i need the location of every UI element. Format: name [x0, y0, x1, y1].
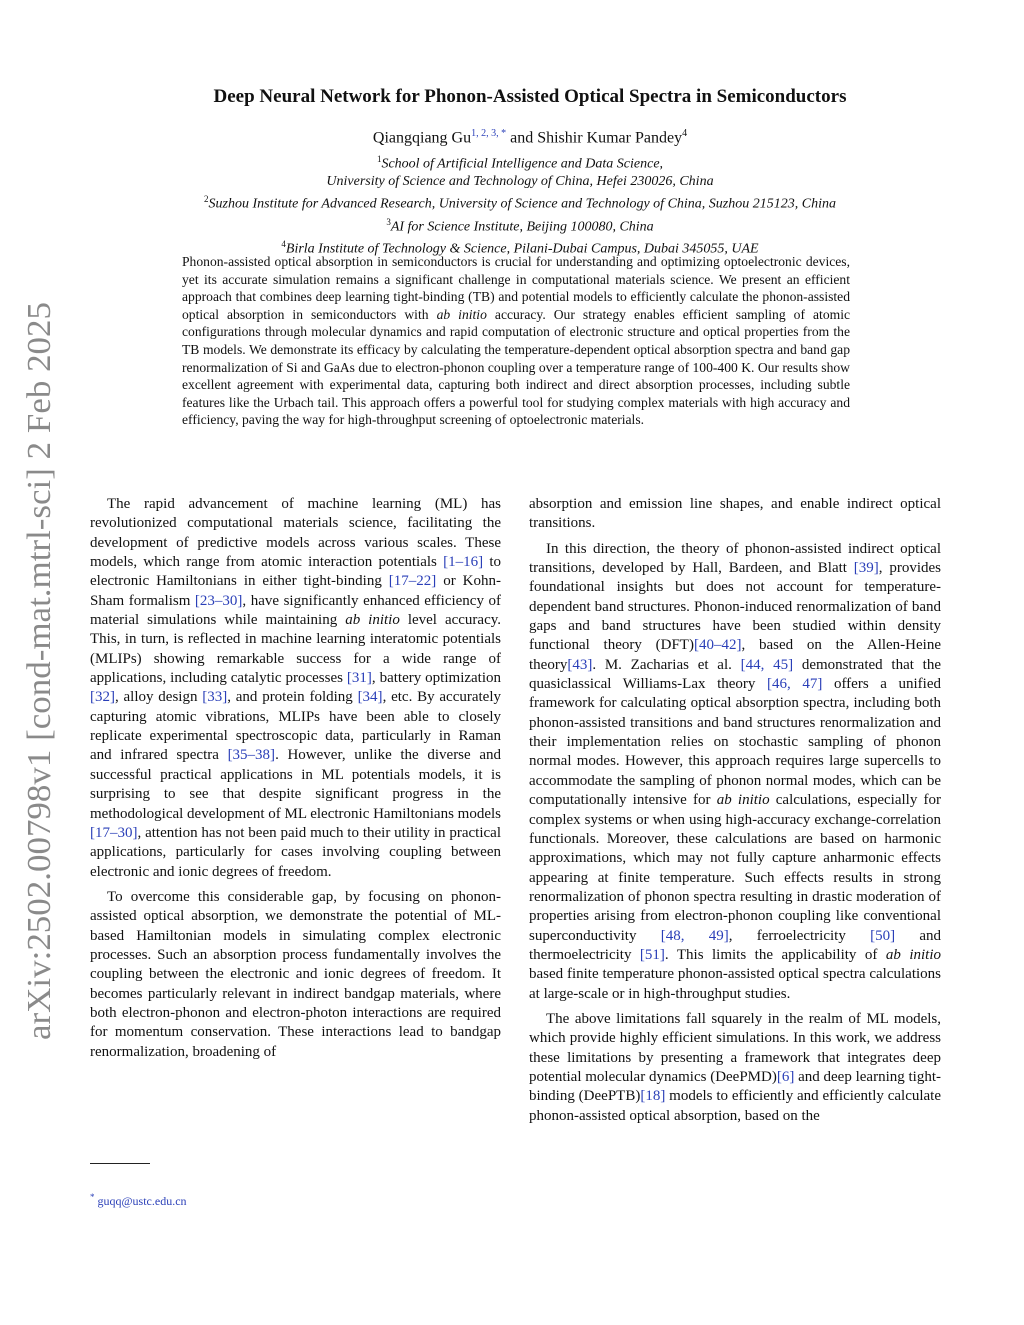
italic-text: ab initio	[885, 946, 941, 963]
text: based finite temperature phonon-assisted optical spectra calculations at large-scale or in high-throughput studies.	[529, 966, 941, 1002]
paragraph-continued: absorption and emission line shapes, and enable indirect optical transitions.	[529, 496, 941, 532]
text: models to efficiently and efficiently calculate phonon-assisted optical absorption, based on the	[529, 1088, 942, 1124]
affiliation-sup: 1	[376, 154, 382, 164]
abstract	[182, 253, 850, 429]
arxiv-side-stamp	[10, 300, 65, 1040]
body-left-column	[90, 495, 501, 1062]
corresponding-author-mark[interactable]: *	[501, 128, 507, 139]
citation-link[interactable]: [50]	[870, 927, 896, 944]
citation-link[interactable]: [17–22]	[388, 573, 437, 590]
footnote-rule	[90, 1163, 150, 1164]
text: , attention has not been paid much to their utility in practical applications, particularly for cases involving coupling between electronic and ionic degrees of freedom.	[90, 824, 501, 880]
affiliation-line	[80, 151, 960, 173]
affiliation-text: Birla Institute of Technology & Science, Pilani-Dubai Campus, Dubai 345055, UAE	[285, 241, 759, 257]
footnote-mark: *	[90, 1192, 95, 1202]
abstract-text: accuracy. Our strategy enables efficient sampling of atomic configurations through molecular dynamics and rapid computation of electronic structure and optical properties from the TB models. We demonstrate its efficacy by calculating the temperature-dependent optical absorption spectra and band gap renormalization of Si and GaAs due to electron-phonon coupling over a temperature range of 100-400 K. Our results show excellent agreement with experimental data, capturing both indirect and direct absorption processes, including subtle features like the Urbach tail. This approach offers a powerful tool for studying complex materials with high accuracy and efficiency, paving the way for high-throughput screening of optoelectronic materials.	[182, 306, 850, 428]
affiliation-text: Suzhou Institute for Advanced Research, University of Science and Technology of China, Suzhou 215123, China	[208, 196, 836, 212]
footnote	[90, 1192, 187, 1209]
affiliation-line	[80, 191, 960, 213]
affiliation-sup: 4	[281, 239, 286, 250]
author-name-1: Qiangqiang Gu	[372, 129, 472, 147]
author-1-affiliation-marks	[471, 128, 506, 139]
text: In this direction, the theory of phonon-assisted indirect optical transitions, developed by Hall, Bardeen, and Blatt	[529, 540, 941, 577]
text: . This limits the applicability of	[664, 946, 886, 963]
affiliation-text: University of Science and Technology of China, Hefei 230026, China	[326, 174, 714, 190]
author-1-sup[interactable]: 1, 2, 3,	[471, 128, 502, 139]
text: and deep learning tight-binding (DeePTB)	[529, 1068, 941, 1105]
affiliation-line	[80, 214, 960, 236]
text: level accuracy. This, in turn, is reflected in machine learning interatomic potentials (MLIPs) showing remarkable success for a wide range of applications, including catalytic processes	[90, 612, 502, 687]
citation-link[interactable]: [35–38]	[227, 747, 276, 764]
abstract-italic: ab initio	[436, 306, 487, 322]
text: demonstrated that the quasiclassical Williams-Lax theory	[529, 656, 941, 693]
text: to electronic Hamiltonians in either tight-binding	[90, 554, 501, 590]
paragraph	[529, 1010, 941, 1126]
author-line	[80, 128, 980, 147]
paragraph	[90, 495, 501, 882]
italic-text: ab initio	[716, 792, 770, 809]
citation-link[interactable]: [33]	[202, 689, 228, 706]
affiliation-text: AI for Science Institute, Beijing 100080, China	[390, 219, 654, 235]
citation-link[interactable]: [31]	[346, 670, 372, 687]
citation-link[interactable]: [18]	[640, 1088, 666, 1105]
text: offers a unified framework for calculating optical absorption spectra, including both phonon-assisted transitions and band structures renormalization and their implementation relies on stochastic sampling of phonon normal modes. However, this approach requires large supercells to accommodate the sampling of phonon normal modes, which can be computationally intensive for	[529, 676, 941, 809]
citation-link[interactable]: [17–30]	[90, 824, 138, 841]
text: , have significantly enhanced efficiency of material simulations while maintaining	[90, 592, 501, 629]
text: The rapid advancement of machine learning (ML) has revolutionized computational materials science, facilitating the development of predictive models across various scales. These models, which range from atomic interaction potentials	[90, 496, 501, 571]
citation-link[interactable]: [44, 45]	[740, 656, 794, 673]
author-2-affiliation-mark: 4	[682, 128, 688, 139]
text: and thermoelectricity	[529, 927, 941, 963]
text: , provides foundational insights but does not account for temperature-dependent band structures. Phonon-induced renormalization of band gaps and band structures have been studied within density functional theory (DFT)	[529, 560, 941, 654]
citation-link[interactable]: [51]	[639, 946, 665, 963]
citation-link[interactable]: [32]	[90, 689, 115, 706]
affiliations	[80, 151, 960, 259]
text: , alloy design	[115, 689, 203, 706]
text: , based on the Allen-Heine theory	[529, 637, 941, 673]
citation-link[interactable]: [39]	[853, 560, 879, 577]
text: or Kohn-Sham formalism	[90, 573, 501, 609]
paper-title: Deep Neural Network for Phonon-Assisted Optical Spectra in Semiconductors	[213, 86, 847, 107]
arxiv-side-stamp-svg	[10, 300, 65, 1040]
text: , battery optimization	[371, 670, 502, 687]
email-link[interactable]: guqq@ustc.edu.cn	[97, 1194, 187, 1208]
body-right-column	[529, 495, 941, 1126]
author-name-2: and Shishir Kumar Pandey	[506, 129, 683, 147]
paragraph: To overcome this considerable gap, by focusing on phonon-assisted optical absorption, we demonstrate the potential of ML-based Hamiltonian models in simulating complex electronic processes. Such an absorption process fundamentally involves the coupling between the electronic and ionic degrees of freedom. It becomes particularly relevant in indirect bandgap materials, where both electron-phonon and electron-photon interactions are required for momentum conservation. These interactions lead to bandgap renormalization, broadening of	[90, 888, 501, 1060]
text: , etc. By accurately capturing atomic vibrations, MLIPs have been able to closely replicate experimental spectroscopic data, particularly in Raman and infrared spectra	[90, 689, 501, 764]
text: . However, unlike the diverse and successful practical applications in ML potentials models, it is surprising to see that despite significant progress in the methodological development of ML electronic Hamiltonians models	[90, 747, 502, 822]
paragraph	[529, 540, 941, 1004]
citation-link[interactable]: [23–30]	[194, 592, 243, 609]
text: , and protein folding	[227, 689, 358, 706]
citation-link[interactable]: [1–16]	[443, 554, 484, 571]
citation-link[interactable]: [40–42]	[693, 637, 742, 654]
arxiv-identifier: arXiv:2502.00798v1 [cond-mat.mtrl-sci] 2 Feb 2025	[21, 322, 58, 1040]
citation-link[interactable]: [6]	[776, 1068, 795, 1085]
citation-link[interactable]: [43]	[567, 656, 593, 673]
affiliation-sup: 2	[204, 194, 209, 205]
abstract-text: Phonon-assisted optical absorption in semiconductors is crucial for understanding and optimizing optoelectronic devices, yet its accurate simulation remains a significant challenge in computational materials science. We present an efficient approach that combines deep learning tight-binding (TB) and potential models to efficiently calculate the phonon-assisted optical absorption in semiconductors with	[182, 254, 850, 322]
citation-link[interactable]: [48, 49]	[660, 927, 729, 944]
text: , ferroelectricity	[728, 927, 871, 944]
citation-link[interactable]: [34]	[357, 689, 383, 706]
affiliation-text: School of Artificial Intelligence and Data Science,	[381, 156, 664, 172]
italic-text: ab initio	[345, 612, 400, 629]
affiliation-line	[80, 173, 960, 191]
text: calculations, especially for complex systems or when using high-accuracy exchange-correlation functionals. Moreover, these calculations are based on harmonic approximations, which may not fully capture anharmonic effects appearing at finite temperature. Such effects results in strong renormalization of phonon spectra resulting in drastic moderation of properties arising from electron-phonon coupling like conventional superconductivity	[529, 792, 942, 944]
citation-link[interactable]: [46, 47]	[767, 676, 823, 693]
text: The above limitations fall squarely in the realm of ML models, which provide highly efficient simulations. In this work, we address these limitations by presenting a framework that integrates deep potential molecular dynamics (DeePMD)	[529, 1010, 941, 1085]
text: . M. Zacharias et al.	[592, 656, 741, 673]
affiliation-sup: 3	[386, 216, 391, 227]
